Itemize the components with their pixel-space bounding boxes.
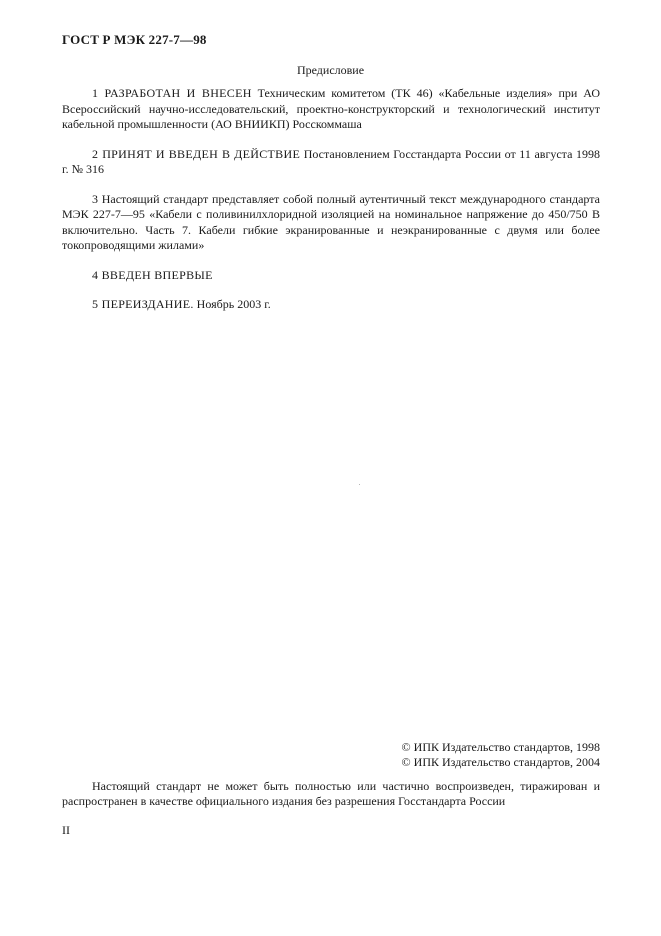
copyright-block — [62, 740, 600, 770]
foreword-item-1 — [62, 86, 600, 133]
standard-code-header: ГОСТ Р МЭК 227-7—98 — [62, 32, 207, 47]
foreword-item-5 — [62, 297, 600, 313]
foreword-item-2-text: Постановлением Госстандарта России от 11 августа 1998 г. № 316 — [62, 146, 600, 176]
reproduction-notice: Настоящий стандарт не может быть полностью или частично воспроизведен, тиражирован и распространен в качестве официального издания без разрешения Госстандарта России — [62, 779, 600, 808]
foreword-item-4-lead: 4 ВВЕДЕН ВПЕРВЫЕ — [92, 267, 213, 282]
foreword-item-1-text: Техническим комитетом (ТК 46) «Кабельные изделия» при АО Всероссийский научно-исследовательский, проектно-конструкторский и технологический институт кабельной промышленности (АО ВНИИКП) Росскоммаша — [62, 86, 600, 131]
foreword-item-2-lead: 2 ПРИНЯТ И ВВЕДЕН В ДЕЙСТВИЕ — [92, 146, 301, 161]
foreword-item-5-lead: 5 ПЕРЕИЗДАНИЕ. — [92, 297, 194, 311]
scan-speck — [359, 484, 360, 485]
foreword-item-2 — [62, 147, 600, 178]
page-number: II — [62, 823, 70, 837]
foreword-item-3-text: 3 Настоящий стандарт представляет собой полный аутентичный текст международного стандарта МЭК 227-7—95 «Кабели с поливинилхлоридной изоляцией на номинальное напряжение до 450/750 В включительно. Часть 7. Кабели гибкие экранированные и неэкранированные с двумя или более токопроводящими жилами» — [62, 191, 600, 252]
copyright-line-1998: © ИПК Издательство стандартов, 1998 — [401, 740, 600, 754]
foreword-item-5-text: Ноябрь 2003 г. — [193, 297, 271, 311]
foreword-item-1-lead: 1 РАЗРАБОТАН И ВНЕСЕН — [92, 86, 252, 100]
foreword-item-4 — [62, 268, 600, 284]
foreword-item-3 — [62, 192, 600, 254]
foreword-title: Предисловие — [296, 63, 365, 77]
copyright-line-2004: © ИПК Издательство стандартов, 2004 — [401, 755, 600, 769]
foreword-body — [62, 86, 600, 313]
